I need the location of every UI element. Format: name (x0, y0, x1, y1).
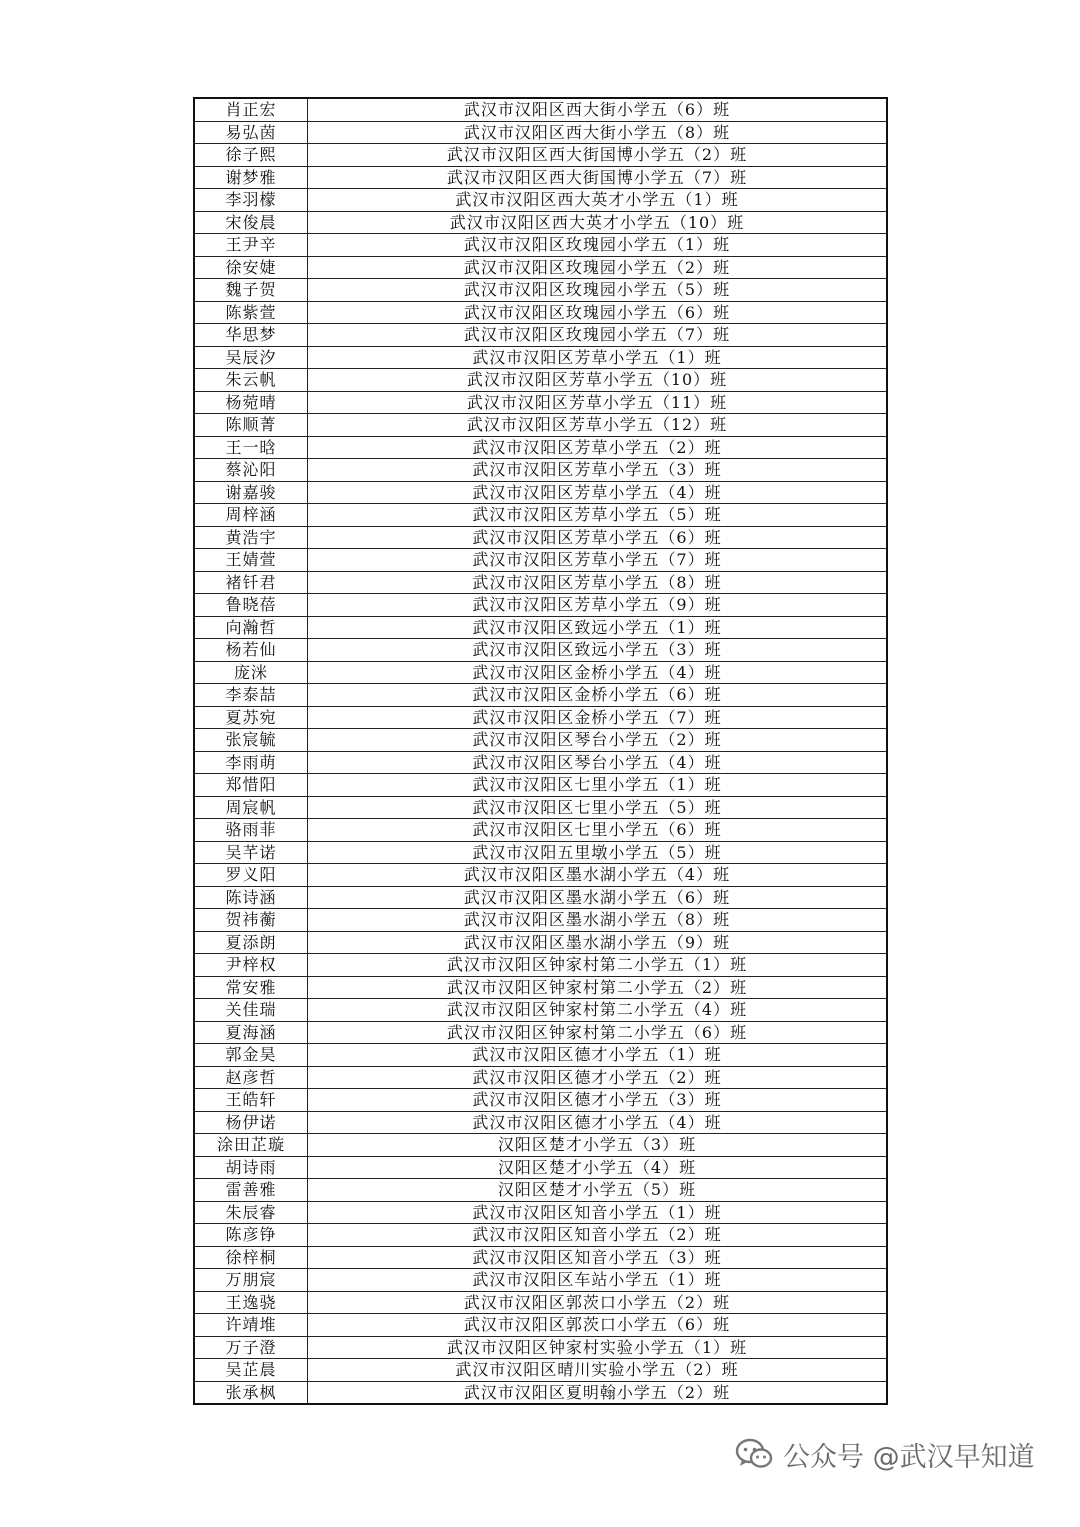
table-row (194, 369, 887, 392)
table-row (194, 1269, 887, 1292)
student-name: 骆雨菲 (194, 819, 308, 842)
school-class: 武汉市汉阳区西大英才小学五（10）班 (308, 211, 888, 234)
school-class: 汉阳区楚才小学五（3）班 (308, 1134, 888, 1157)
school-class: 武汉市汉阳区西大街国博小学五（7）班 (308, 166, 888, 189)
table-row (194, 1111, 887, 1134)
student-name: 常安雅 (194, 976, 308, 999)
school-class: 武汉市汉阳区芳草小学五（10）班 (308, 369, 888, 392)
student-name: 魏子贺 (194, 279, 308, 302)
school-class: 武汉市汉阳区墨水湖小学五（6）班 (308, 886, 888, 909)
table-row (194, 886, 887, 909)
school-class: 汉阳区楚才小学五（5）班 (308, 1179, 888, 1202)
table-row (194, 774, 887, 797)
student-name: 李羽檬 (194, 189, 308, 212)
table-row (194, 1246, 887, 1269)
student-name: 蔡沁阳 (194, 459, 308, 482)
school-class: 武汉市汉阳区七里小学五（5）班 (308, 796, 888, 819)
table-row (194, 1134, 887, 1157)
school-class: 武汉市汉阳区玫瑰园小学五（6）班 (308, 301, 888, 324)
school-class: 武汉市汉阳五里墩小学五（5）班 (308, 841, 888, 864)
table-row (194, 1314, 887, 1337)
school-class: 武汉市汉阳区七里小学五（6）班 (308, 819, 888, 842)
table-row (194, 706, 887, 729)
school-class: 武汉市汉阳区金桥小学五（4）班 (308, 661, 888, 684)
student-name: 杨菀晴 (194, 391, 308, 414)
student-name: 郑惜阳 (194, 774, 308, 797)
student-name: 夏海涵 (194, 1021, 308, 1044)
table-row (194, 1179, 887, 1202)
student-name: 易弘茵 (194, 121, 308, 144)
table-row (194, 459, 887, 482)
student-name: 宋俊晨 (194, 211, 308, 234)
school-class: 武汉市汉阳区琴台小学五（2）班 (308, 729, 888, 752)
school-class: 武汉市汉阳区芳草小学五（9）班 (308, 594, 888, 617)
school-class: 武汉市汉阳区钟家村实验小学五（1）班 (308, 1336, 888, 1359)
student-name: 王皓轩 (194, 1089, 308, 1112)
school-class: 武汉市汉阳区知音小学五（3）班 (308, 1246, 888, 1269)
student-name: 华思梦 (194, 324, 308, 347)
school-class: 武汉市汉阳区芳草小学五（1）班 (308, 346, 888, 369)
school-class: 武汉市汉阳区钟家村第二小学五（4）班 (308, 999, 888, 1022)
student-name: 雷善雅 (194, 1179, 308, 1202)
school-class: 武汉市汉阳区玫瑰园小学五（7）班 (308, 324, 888, 347)
student-name: 李雨萌 (194, 751, 308, 774)
student-name: 王婧萱 (194, 549, 308, 572)
school-class: 武汉市汉阳区西大街小学五（8）班 (308, 121, 888, 144)
table-row (194, 189, 887, 212)
student-name: 杨若仙 (194, 639, 308, 662)
school-class: 武汉市汉阳区知音小学五（2）班 (308, 1224, 888, 1247)
table-row (194, 661, 887, 684)
school-class: 武汉市汉阳区芳草小学五（5）班 (308, 504, 888, 527)
table-row (194, 549, 887, 572)
school-class: 武汉市汉阳区致远小学五（3）班 (308, 639, 888, 662)
table-row (194, 166, 887, 189)
student-name: 杨伊诺 (194, 1111, 308, 1134)
table-row (194, 526, 887, 549)
school-class: 武汉市汉阳区西大街小学五（6）班 (308, 98, 888, 121)
student-name: 徐安婕 (194, 256, 308, 279)
table-row (194, 324, 887, 347)
school-class: 武汉市汉阳区知音小学五（1）班 (308, 1201, 888, 1224)
student-name: 关佳瑞 (194, 999, 308, 1022)
table-row (194, 594, 887, 617)
student-name: 徐梓桐 (194, 1246, 308, 1269)
table-row (194, 346, 887, 369)
roster-body (194, 98, 887, 1404)
school-class: 武汉市汉阳区芳草小学五（12）班 (308, 414, 888, 437)
student-name: 万朋宸 (194, 1269, 308, 1292)
school-class: 武汉市汉阳区墨水湖小学五（4）班 (308, 864, 888, 887)
school-class: 武汉市汉阳区晴川实验小学五（2）班 (308, 1359, 888, 1382)
student-name: 王一晗 (194, 436, 308, 459)
student-name: 张承枫 (194, 1381, 308, 1404)
student-name: 吴辰汐 (194, 346, 308, 369)
table-row (194, 211, 887, 234)
student-name: 向瀚哲 (194, 616, 308, 639)
table-row (194, 999, 887, 1022)
student-name: 周梓涵 (194, 504, 308, 527)
school-class: 武汉市汉阳区钟家村第二小学五（2）班 (308, 976, 888, 999)
student-name: 鲁晓蓓 (194, 594, 308, 617)
school-class: 武汉市汉阳区玫瑰园小学五（2）班 (308, 256, 888, 279)
watermark-text: 公众号 @武汉早知道 (783, 1441, 1035, 1473)
school-class: 武汉市汉阳区芳草小学五（8）班 (308, 571, 888, 594)
table-row (194, 98, 887, 121)
school-class: 武汉市汉阳区德才小学五（1）班 (308, 1044, 888, 1067)
school-class: 武汉市汉阳区芳草小学五（3）班 (308, 459, 888, 482)
student-name: 吴芷晨 (194, 1359, 308, 1382)
table-row (194, 1359, 887, 1382)
table-row (194, 301, 887, 324)
table-row (194, 1021, 887, 1044)
student-name: 徐子熙 (194, 144, 308, 167)
school-class: 武汉市汉阳区车站小学五（1）班 (308, 1269, 888, 1292)
student-name: 王逸骁 (194, 1291, 308, 1314)
student-name: 万子澄 (194, 1336, 308, 1359)
student-name: 黄浩宇 (194, 526, 308, 549)
table-row (194, 931, 887, 954)
table-row (194, 976, 887, 999)
student-name: 罗义阳 (194, 864, 308, 887)
table-row (194, 121, 887, 144)
school-class: 武汉市汉阳区芳草小学五（7）班 (308, 549, 888, 572)
student-name: 赵彦哲 (194, 1066, 308, 1089)
student-name: 许靖堆 (194, 1314, 308, 1337)
table-row (194, 234, 887, 257)
table-row (194, 414, 887, 437)
table-row (194, 1291, 887, 1314)
table-row (194, 571, 887, 594)
table-row (194, 279, 887, 302)
school-class: 武汉市汉阳区芳草小学五（2）班 (308, 436, 888, 459)
student-name: 谢梦雅 (194, 166, 308, 189)
school-class: 武汉市汉阳区德才小学五（4）班 (308, 1111, 888, 1134)
table-row (194, 1224, 887, 1247)
student-name: 贺祎蘅 (194, 909, 308, 932)
school-class: 武汉市汉阳区致远小学五（1）班 (308, 616, 888, 639)
student-name: 张宸毓 (194, 729, 308, 752)
student-name: 朱云帆 (194, 369, 308, 392)
student-name: 吴芊诺 (194, 841, 308, 864)
table-row (194, 256, 887, 279)
student-name: 陈诗涵 (194, 886, 308, 909)
table-row (194, 819, 887, 842)
student-name: 朱辰睿 (194, 1201, 308, 1224)
school-class: 武汉市汉阳区玫瑰园小学五（1）班 (308, 234, 888, 257)
student-name: 陈彦铮 (194, 1224, 308, 1247)
watermark (735, 1432, 1035, 1476)
table-row (194, 796, 887, 819)
school-class: 武汉市汉阳区墨水湖小学五（9）班 (308, 931, 888, 954)
school-class: 武汉市汉阳区墨水湖小学五（8）班 (308, 909, 888, 932)
student-name: 尹梓权 (194, 954, 308, 977)
school-class: 武汉市汉阳区金桥小学五（7）班 (308, 706, 888, 729)
school-class: 武汉市汉阳区郭茨口小学五（6）班 (308, 1314, 888, 1337)
school-class: 武汉市汉阳区芳草小学五（4）班 (308, 481, 888, 504)
school-class: 武汉市汉阳区西大街国博小学五（2）班 (308, 144, 888, 167)
school-class: 武汉市汉阳区芳草小学五（6）班 (308, 526, 888, 549)
school-class: 武汉市汉阳区钟家村第二小学五（1）班 (308, 954, 888, 977)
table-row (194, 616, 887, 639)
school-class: 武汉市汉阳区玫瑰园小学五（5）班 (308, 279, 888, 302)
school-class: 汉阳区楚才小学五（4）班 (308, 1156, 888, 1179)
school-class: 武汉市汉阳区德才小学五（2）班 (308, 1066, 888, 1089)
student-name: 涂田芷璇 (194, 1134, 308, 1157)
school-class: 武汉市汉阳区芳草小学五（11）班 (308, 391, 888, 414)
table-row (194, 1066, 887, 1089)
table-row (194, 391, 887, 414)
student-name: 胡诗雨 (194, 1156, 308, 1179)
school-class: 武汉市汉阳区金桥小学五（6）班 (308, 684, 888, 707)
table-row (194, 1381, 887, 1404)
student-name: 周宸帆 (194, 796, 308, 819)
table-row (194, 1201, 887, 1224)
student-name: 夏添朗 (194, 931, 308, 954)
table-row (194, 684, 887, 707)
table-row (194, 909, 887, 932)
student-name: 庞洣 (194, 661, 308, 684)
school-class: 武汉市汉阳区郭茨口小学五（2）班 (308, 1291, 888, 1314)
school-class: 武汉市汉阳区西大英才小学五（1）班 (308, 189, 888, 212)
student-name: 谢嘉骏 (194, 481, 308, 504)
student-name: 王尹辛 (194, 234, 308, 257)
table-row (194, 1089, 887, 1112)
table-row (194, 1336, 887, 1359)
table-row (194, 751, 887, 774)
table-row (194, 481, 887, 504)
table-row (194, 144, 887, 167)
student-roster-table (193, 97, 888, 1405)
student-name: 肖正宏 (194, 98, 308, 121)
school-class: 武汉市汉阳区七里小学五（1）班 (308, 774, 888, 797)
table-row (194, 729, 887, 752)
student-name: 夏苏宛 (194, 706, 308, 729)
student-name: 陈顺菁 (194, 414, 308, 437)
student-name: 褚钎君 (194, 571, 308, 594)
table-row (194, 864, 887, 887)
school-class: 武汉市汉阳区钟家村第二小学五（6）班 (308, 1021, 888, 1044)
student-name: 郭金昊 (194, 1044, 308, 1067)
school-class: 武汉市汉阳区夏明翰小学五（2）班 (308, 1381, 888, 1404)
table-row (194, 1156, 887, 1179)
table-row (194, 436, 887, 459)
student-name: 李泰喆 (194, 684, 308, 707)
table-row (194, 1044, 887, 1067)
table-row (194, 504, 887, 527)
table-row (194, 639, 887, 662)
school-class: 武汉市汉阳区琴台小学五（4）班 (308, 751, 888, 774)
student-name: 陈紫萱 (194, 301, 308, 324)
wechat-icon (735, 1437, 773, 1471)
school-class: 武汉市汉阳区德才小学五（3）班 (308, 1089, 888, 1112)
table-row (194, 841, 887, 864)
table-row (194, 954, 887, 977)
